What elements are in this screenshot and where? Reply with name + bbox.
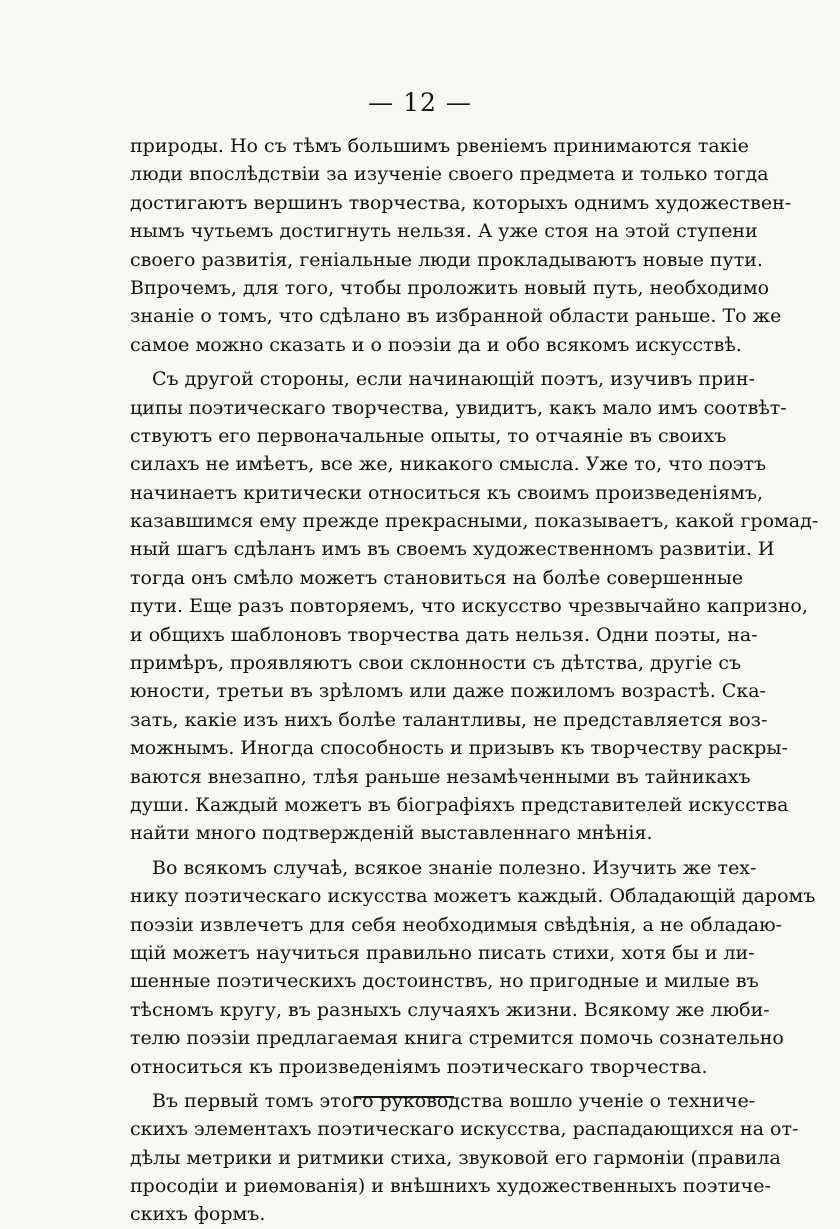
text-line: души. Каждый можетъ въ біографіяхъ представителей искусства — [130, 793, 789, 816]
text-line: тѣсномъ кругу, въ разныхъ случаяхъ жизни. Всякому же люби- — [130, 998, 770, 1021]
text-line: скихъ формъ. — [130, 1203, 266, 1226]
text-line: скихъ элементахъ поэтическаго искусства, распадающихся на от- — [130, 1118, 799, 1141]
page-number: — 12 — — [368, 88, 472, 117]
end-rule — [354, 1096, 454, 1098]
text-line: ваются внезапно, тлѣя раньше незамѣченными въ тайникахъ — [130, 765, 751, 788]
text-line: зать, какіе изъ нихъ болѣе талантливы, не представляется воз- — [130, 708, 768, 731]
text-line: казавшимся ему прежде прекрасными, показываетъ, какой громад- — [130, 510, 819, 533]
text-line: просодіи и риѳмованія) и внѣшнихъ художественныхъ поэтиче- — [130, 1175, 771, 1198]
text-line: нику поэтическаго искусства можетъ каждый. Обладающій даромъ — [130, 885, 816, 908]
text-line: своего развитія, геніальные люди прокладываютъ новые пути. — [130, 248, 763, 271]
text-line: Съ другой стороны, если начинающій поэтъ, изучивъ прин- — [152, 368, 755, 391]
text-line: самое можно сказать и о поэзіи да и обо всякомъ искусствѣ. — [130, 333, 742, 356]
paragraph — [130, 132, 792, 359]
text-line: щій можетъ научиться правильно писать стихи, хотя бы и ли- — [130, 941, 755, 964]
text-line: и общихъ шаблоновъ творчества дать нельзя. Одни поэты, на- — [130, 623, 758, 646]
text-line: ный шагъ сдѣланъ имъ въ своемъ художественномъ развитіи. И — [130, 538, 775, 561]
text-line: ствуютъ его первоначальные опыты, то отчаяніе въ своихъ — [130, 424, 727, 447]
text-line: можнымъ. Иногда способность и призывъ къ творчеству раскры- — [130, 737, 788, 760]
text-line: Во всякомъ случаѣ, всякое знаніе полезно. Изучить же тех- — [152, 856, 757, 879]
text-line: Впрочемъ, для того, чтобы проложить новый путь, необходимо — [130, 276, 770, 299]
text-line: знаніе о томъ, что сдѣлано въ избранной области раньше. То же — [130, 305, 782, 328]
text-line: Въ первый томъ этого руководства вошло ученіе о техниче- — [152, 1089, 756, 1112]
text-line: дѣлы метрики и ритмики стиха, звуковой его гармоніи (правила — [130, 1146, 781, 1169]
paragraph — [130, 1087, 799, 1229]
text-line: начинаетъ критически относиться къ своимъ произведеніямъ, — [130, 481, 764, 504]
text-line: найти много подтвержденій выставленнаго мнѣнія. — [130, 822, 653, 845]
text-line: нымъ чутьемъ достигнуть нельзя. А уже стоя на этой ступени — [130, 220, 758, 243]
text-line: силахъ не имѣетъ, все же, никакого смысла. Уже то, что поэтъ — [130, 453, 767, 476]
text-line: примѣръ, проявляютъ свои склонности съ дѣтства, другіе съ — [130, 652, 742, 675]
text-line: юности, третьи въ зрѣломъ или даже пожиломъ возрастѣ. Ска- — [130, 680, 766, 703]
text-line: природы. Но съ тѣмъ большимъ рвеніемъ принимаются такіе — [130, 135, 749, 157]
text-line: ципы поэтическаго творчества, увидитъ, какъ мало имъ соотвѣт- — [130, 396, 787, 419]
text-line: телю поэзіи предлагаемая книга стремится помочь сознательно — [130, 1027, 784, 1050]
text-line: тогда онъ смѣло можетъ становиться на болѣе совершенные — [130, 566, 744, 589]
text-line: шенные поэтическихъ достоинствъ, но пригодные и милые въ — [130, 970, 759, 993]
paragraph — [130, 365, 819, 848]
paragraph — [130, 854, 816, 1081]
text-line: люди впослѣдствіи за изученіе своего предмета и только тогда — [130, 163, 769, 186]
body-text — [130, 132, 819, 1229]
text-line: пути. Еще разъ повторяемъ, что искусство чрезвычайно капризно, — [130, 595, 808, 618]
text-line: достигаютъ вершинъ творчества, которыхъ однимъ художествен- — [130, 191, 792, 214]
text-line: поэзіи извлечетъ для себя необходимыя свѣдѣнія, а не обладаю- — [130, 913, 783, 936]
text-line: относиться къ произведеніямъ поэтическаго творчества. — [130, 1055, 708, 1078]
